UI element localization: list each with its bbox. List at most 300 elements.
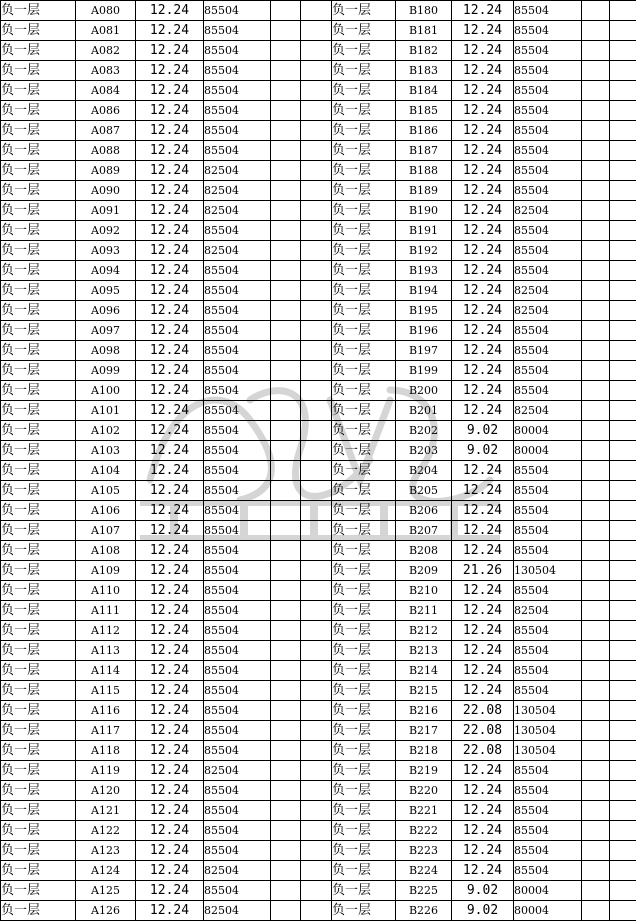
- floor-cell: 负一层: [1, 841, 76, 861]
- empty-cell: [271, 621, 301, 641]
- empty-cell: [301, 661, 332, 681]
- unit-number-cell: B208: [396, 541, 452, 561]
- table-row: [1, 621, 636, 641]
- empty-cell: [582, 341, 610, 361]
- floor-cell: 负一层: [1, 761, 76, 781]
- area-cell: 12.24: [136, 621, 204, 641]
- empty-cell: [271, 821, 301, 841]
- price-cell: 130504: [514, 721, 582, 741]
- unit-number-cell: A086: [76, 101, 136, 121]
- unit-number-cell: A092: [76, 221, 136, 241]
- table-row: [1, 161, 636, 181]
- unit-number-cell: A117: [76, 721, 136, 741]
- table-row: [1, 541, 636, 561]
- price-cell: 85504: [514, 61, 582, 81]
- price-cell: 82504: [514, 301, 582, 321]
- unit-number-cell: B194: [396, 281, 452, 301]
- area-cell: 12.24: [452, 861, 514, 881]
- area-cell: 12.24: [452, 21, 514, 41]
- price-cell: 85504: [204, 541, 271, 561]
- area-cell: 12.24: [452, 601, 514, 621]
- table-row: [1, 321, 636, 341]
- price-cell: 85504: [514, 461, 582, 481]
- price-cell: 85504: [514, 841, 582, 861]
- floor-cell: 负一层: [1, 621, 76, 641]
- area-cell: 9.02: [452, 421, 514, 441]
- empty-cell: [610, 441, 636, 461]
- floor-cell: 负一层: [1, 581, 76, 601]
- area-cell: 12.24: [136, 721, 204, 741]
- floor-cell: 负一层: [332, 381, 396, 401]
- empty-cell: [271, 381, 301, 401]
- area-cell: 12.24: [136, 101, 204, 121]
- unit-number-cell: B206: [396, 501, 452, 521]
- empty-cell: [301, 301, 332, 321]
- price-cell: 85504: [514, 801, 582, 821]
- area-cell: 12.24: [136, 241, 204, 261]
- price-cell: 80004: [514, 441, 582, 461]
- floor-cell: 负一层: [1, 561, 76, 581]
- table-row: [1, 261, 636, 281]
- unit-number-cell: B220: [396, 781, 452, 801]
- area-cell: 22.08: [452, 721, 514, 741]
- empty-cell: [271, 401, 301, 421]
- price-cell: 85504: [514, 41, 582, 61]
- unit-number-cell: A104: [76, 461, 136, 481]
- empty-cell: [271, 301, 301, 321]
- table-row: [1, 81, 636, 101]
- empty-cell: [582, 761, 610, 781]
- price-cell: 85504: [204, 641, 271, 661]
- empty-cell: [582, 241, 610, 261]
- unit-number-cell: B218: [396, 741, 452, 761]
- price-cell: 82504: [204, 161, 271, 181]
- empty-cell: [610, 681, 636, 701]
- price-cell: 85504: [514, 161, 582, 181]
- area-cell: 12.24: [136, 301, 204, 321]
- area-cell: 12.24: [452, 221, 514, 241]
- table-row: [1, 601, 636, 621]
- price-cell: 85504: [514, 1, 582, 21]
- empty-cell: [610, 821, 636, 841]
- price-cell: 85504: [204, 781, 271, 801]
- area-cell: 12.24: [136, 541, 204, 561]
- unit-number-cell: B184: [396, 81, 452, 101]
- empty-cell: [610, 501, 636, 521]
- area-cell: 22.08: [452, 741, 514, 761]
- empty-cell: [271, 441, 301, 461]
- price-cell: 85504: [514, 781, 582, 801]
- table-row: [1, 581, 636, 601]
- empty-cell: [610, 461, 636, 481]
- price-cell: 130504: [514, 701, 582, 721]
- unit-number-cell: B180: [396, 1, 452, 21]
- area-cell: 22.08: [452, 701, 514, 721]
- area-cell: 12.24: [452, 541, 514, 561]
- unit-number-cell: A094: [76, 261, 136, 281]
- area-cell: 12.24: [452, 661, 514, 681]
- empty-cell: [582, 801, 610, 821]
- area-cell: 12.24: [452, 81, 514, 101]
- floor-cell: 负一层: [332, 701, 396, 721]
- empty-cell: [301, 521, 332, 541]
- table-row: [1, 681, 636, 701]
- floor-cell: 负一层: [1, 81, 76, 101]
- area-cell: 12.24: [452, 401, 514, 421]
- empty-cell: [271, 221, 301, 241]
- unit-number-cell: A103: [76, 441, 136, 461]
- area-cell: 12.24: [136, 1, 204, 21]
- empty-cell: [610, 181, 636, 201]
- empty-cell: [271, 181, 301, 201]
- floor-cell: 负一层: [332, 301, 396, 321]
- price-cell: 85504: [204, 221, 271, 241]
- floor-cell: 负一层: [332, 781, 396, 801]
- empty-cell: [271, 641, 301, 661]
- area-cell: 12.24: [452, 161, 514, 181]
- empty-cell: [582, 741, 610, 761]
- floor-cell: 负一层: [332, 581, 396, 601]
- floor-cell: 负一层: [332, 201, 396, 221]
- price-cell: 80004: [514, 901, 582, 921]
- unit-number-cell: B225: [396, 881, 452, 901]
- empty-cell: [582, 441, 610, 461]
- empty-cell: [610, 721, 636, 741]
- price-cell: 85504: [204, 721, 271, 741]
- unit-number-cell: A096: [76, 301, 136, 321]
- floor-cell: 负一层: [332, 721, 396, 741]
- price-cell: 85504: [514, 261, 582, 281]
- floor-cell: 负一层: [1, 21, 76, 41]
- unit-number-cell: B209: [396, 561, 452, 581]
- price-cell: 85504: [514, 501, 582, 521]
- price-cell: 85504: [514, 521, 582, 541]
- price-cell: 85504: [514, 141, 582, 161]
- price-cell: 85504: [514, 81, 582, 101]
- unit-number-cell: A089: [76, 161, 136, 181]
- price-cell: 85504: [514, 381, 582, 401]
- price-cell: 82504: [204, 201, 271, 221]
- price-cell: 85504: [204, 581, 271, 601]
- floor-cell: 负一层: [1, 481, 76, 501]
- price-cell: 85504: [514, 321, 582, 341]
- floor-cell: 负一层: [332, 441, 396, 461]
- unit-number-cell: A107: [76, 521, 136, 541]
- table-row: [1, 121, 636, 141]
- empty-cell: [301, 601, 332, 621]
- unit-number-cell: B217: [396, 721, 452, 741]
- empty-cell: [610, 41, 636, 61]
- price-cell: 82504: [204, 761, 271, 781]
- floor-cell: 负一层: [1, 781, 76, 801]
- empty-cell: [271, 601, 301, 621]
- empty-cell: [610, 141, 636, 161]
- empty-cell: [582, 661, 610, 681]
- table-row: [1, 661, 636, 681]
- empty-cell: [271, 101, 301, 121]
- unit-number-cell: A081: [76, 21, 136, 41]
- unit-number-cell: B201: [396, 401, 452, 421]
- price-cell: 85504: [204, 141, 271, 161]
- empty-cell: [582, 21, 610, 41]
- empty-cell: [271, 581, 301, 601]
- area-cell: 12.24: [452, 521, 514, 541]
- table-row: [1, 861, 636, 881]
- floor-cell: 负一层: [1, 721, 76, 741]
- empty-cell: [271, 21, 301, 41]
- area-cell: 12.24: [136, 121, 204, 141]
- area-cell: 12.24: [452, 101, 514, 121]
- empty-cell: [610, 701, 636, 721]
- table-row: [1, 501, 636, 521]
- price-cell: 80004: [514, 881, 582, 901]
- empty-cell: [582, 681, 610, 701]
- area-cell: 12.24: [452, 761, 514, 781]
- price-cell: 85504: [514, 861, 582, 881]
- floor-cell: 负一层: [332, 241, 396, 261]
- empty-cell: [582, 201, 610, 221]
- empty-cell: [582, 41, 610, 61]
- empty-cell: [610, 861, 636, 881]
- price-cell: 85504: [514, 181, 582, 201]
- empty-cell: [271, 661, 301, 681]
- floor-cell: 负一层: [332, 361, 396, 381]
- price-cell: 85504: [204, 661, 271, 681]
- area-cell: 12.24: [452, 461, 514, 481]
- unit-number-cell: A118: [76, 741, 136, 761]
- floor-cell: 负一层: [332, 161, 396, 181]
- table-row: [1, 341, 636, 361]
- table-row: [1, 381, 636, 401]
- price-cell: 85504: [204, 481, 271, 501]
- price-cell: 85504: [204, 81, 271, 101]
- table-row: [1, 281, 636, 301]
- unit-number-cell: A120: [76, 781, 136, 801]
- empty-cell: [301, 41, 332, 61]
- empty-cell: [301, 101, 332, 121]
- unit-number-cell: B214: [396, 661, 452, 681]
- area-cell: 12.24: [136, 221, 204, 241]
- price-cell: 82504: [514, 401, 582, 421]
- price-cell: 130504: [514, 561, 582, 581]
- empty-cell: [610, 581, 636, 601]
- empty-cell: [582, 541, 610, 561]
- empty-cell: [271, 121, 301, 141]
- table-row: [1, 441, 636, 461]
- unit-number-cell: B195: [396, 301, 452, 321]
- empty-cell: [301, 561, 332, 581]
- unit-number-cell: A084: [76, 81, 136, 101]
- unit-number-cell: A097: [76, 321, 136, 341]
- area-cell: 12.24: [136, 661, 204, 681]
- empty-cell: [610, 661, 636, 681]
- table-row: [1, 801, 636, 821]
- price-cell: 85504: [204, 361, 271, 381]
- empty-cell: [582, 101, 610, 121]
- floor-cell: 负一层: [1, 41, 76, 61]
- empty-cell: [301, 281, 332, 301]
- floor-cell: 负一层: [1, 161, 76, 181]
- empty-cell: [582, 861, 610, 881]
- table-row: [1, 181, 636, 201]
- unit-number-cell: A111: [76, 601, 136, 621]
- price-cell: 85504: [204, 621, 271, 641]
- empty-cell: [271, 421, 301, 441]
- price-cell: 85504: [204, 281, 271, 301]
- empty-cell: [271, 481, 301, 501]
- unit-number-cell: A100: [76, 381, 136, 401]
- empty-cell: [610, 421, 636, 441]
- unit-number-cell: B197: [396, 341, 452, 361]
- unit-number-cell: A124: [76, 861, 136, 881]
- area-cell: 12.24: [452, 821, 514, 841]
- price-cell: 85504: [204, 701, 271, 721]
- empty-cell: [582, 61, 610, 81]
- floor-cell: 负一层: [1, 681, 76, 701]
- area-cell: 12.24: [452, 381, 514, 401]
- empty-cell: [301, 841, 332, 861]
- empty-cell: [271, 241, 301, 261]
- floor-cell: 负一层: [332, 461, 396, 481]
- area-cell: 12.24: [136, 841, 204, 861]
- floor-cell: 负一层: [332, 321, 396, 341]
- floor-cell: 负一层: [1, 121, 76, 141]
- area-cell: 12.24: [452, 501, 514, 521]
- price-cell: 85504: [204, 301, 271, 321]
- area-cell: 12.24: [136, 201, 204, 221]
- empty-cell: [301, 81, 332, 101]
- empty-cell: [301, 741, 332, 761]
- table-row: [1, 781, 636, 801]
- price-cell: 85504: [514, 761, 582, 781]
- table-row: [1, 761, 636, 781]
- unit-number-cell: B226: [396, 901, 452, 921]
- empty-cell: [301, 221, 332, 241]
- empty-cell: [271, 781, 301, 801]
- floor-cell: 负一层: [1, 241, 76, 261]
- price-cell: 82504: [204, 901, 271, 921]
- unit-number-cell: B219: [396, 761, 452, 781]
- price-cell: 85504: [514, 21, 582, 41]
- unit-number-cell: B200: [396, 381, 452, 401]
- unit-number-cell: A091: [76, 201, 136, 221]
- table-row: [1, 481, 636, 501]
- price-cell: 85504: [514, 621, 582, 641]
- unit-number-cell: A109: [76, 561, 136, 581]
- empty-cell: [582, 501, 610, 521]
- price-cell: 85504: [514, 481, 582, 501]
- table-row: [1, 61, 636, 81]
- floor-cell: 负一层: [332, 181, 396, 201]
- table-row: [1, 41, 636, 61]
- table-row: [1, 421, 636, 441]
- empty-cell: [582, 601, 610, 621]
- unit-number-cell: B188: [396, 161, 452, 181]
- empty-cell: [271, 461, 301, 481]
- floor-cell: 负一层: [1, 101, 76, 121]
- price-cell: 85504: [514, 221, 582, 241]
- area-cell: 12.24: [452, 801, 514, 821]
- empty-cell: [610, 361, 636, 381]
- empty-cell: [301, 181, 332, 201]
- empty-cell: [610, 881, 636, 901]
- unit-number-cell: A126: [76, 901, 136, 921]
- empty-cell: [610, 61, 636, 81]
- empty-cell: [582, 1, 610, 21]
- floor-cell: 负一层: [332, 121, 396, 141]
- empty-cell: [301, 461, 332, 481]
- price-cell: 85504: [514, 121, 582, 141]
- empty-cell: [610, 281, 636, 301]
- empty-cell: [610, 901, 636, 921]
- floor-cell: 负一层: [1, 141, 76, 161]
- empty-cell: [610, 1, 636, 21]
- unit-number-cell: B185: [396, 101, 452, 121]
- area-cell: 12.24: [136, 321, 204, 341]
- empty-cell: [610, 321, 636, 341]
- unit-number-cell: B205: [396, 481, 452, 501]
- price-cell: 85504: [204, 121, 271, 141]
- unit-number-cell: A112: [76, 621, 136, 641]
- unit-number-cell: A115: [76, 681, 136, 701]
- unit-number-cell: B222: [396, 821, 452, 841]
- price-cell: 85504: [204, 101, 271, 121]
- empty-cell: [271, 901, 301, 921]
- area-cell: 12.24: [136, 881, 204, 901]
- area-cell: 12.24: [136, 381, 204, 401]
- empty-cell: [301, 861, 332, 881]
- empty-cell: [610, 341, 636, 361]
- unit-number-cell: A121: [76, 801, 136, 821]
- floor-cell: 负一层: [332, 221, 396, 241]
- empty-cell: [610, 101, 636, 121]
- empty-cell: [582, 641, 610, 661]
- area-cell: 12.24: [136, 901, 204, 921]
- price-cell: 85504: [204, 1, 271, 21]
- floor-cell: 负一层: [1, 461, 76, 481]
- floor-cell: 负一层: [332, 341, 396, 361]
- empty-cell: [610, 621, 636, 641]
- empty-cell: [301, 881, 332, 901]
- area-cell: 12.24: [136, 81, 204, 101]
- area-cell: 12.24: [136, 41, 204, 61]
- empty-cell: [271, 61, 301, 81]
- floor-cell: 负一层: [1, 281, 76, 301]
- area-cell: 12.24: [452, 181, 514, 201]
- floor-cell: 负一层: [1, 201, 76, 221]
- price-cell: 85504: [514, 341, 582, 361]
- empty-cell: [582, 161, 610, 181]
- unit-number-cell: A110: [76, 581, 136, 601]
- price-cell: 130504: [514, 741, 582, 761]
- floor-cell: 负一层: [332, 21, 396, 41]
- empty-cell: [582, 721, 610, 741]
- unit-number-cell: A122: [76, 821, 136, 841]
- unit-number-cell: B190: [396, 201, 452, 221]
- area-cell: 12.24: [136, 21, 204, 41]
- floor-cell: 负一层: [332, 861, 396, 881]
- empty-cell: [271, 141, 301, 161]
- empty-cell: [582, 361, 610, 381]
- floor-cell: 负一层: [1, 61, 76, 81]
- empty-cell: [582, 261, 610, 281]
- price-cell: 85504: [204, 561, 271, 581]
- unit-number-cell: B203: [396, 441, 452, 461]
- area-cell: 12.24: [136, 421, 204, 441]
- area-cell: 12.24: [452, 1, 514, 21]
- table-row: [1, 821, 636, 841]
- floor-cell: 负一层: [1, 361, 76, 381]
